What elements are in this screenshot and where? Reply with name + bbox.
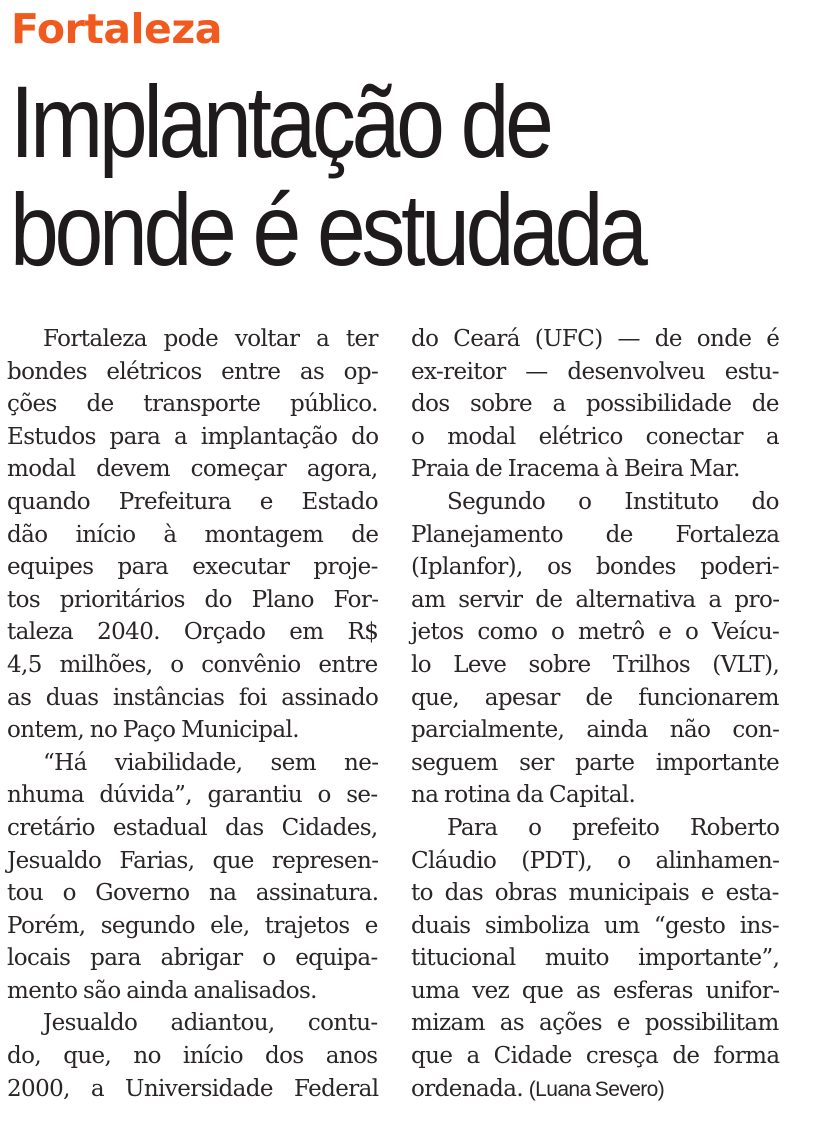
article-line-text: “Há viabilidade, sem ne- — [43, 749, 379, 776]
article-line-text: ontem, no Paço Municipal. — [7, 717, 299, 744]
article-line — [411, 845, 779, 878]
article-line — [411, 486, 779, 519]
article-line — [7, 388, 378, 421]
article-line-text: taleza 2040. Orçado em R$ — [7, 619, 379, 646]
article-line-text: to das obras municipais e esta- — [411, 880, 779, 907]
article-line-text: bondes elétricos entre as op- — [7, 358, 379, 385]
article-line — [7, 779, 378, 812]
article-line — [7, 812, 378, 845]
article-line — [411, 975, 779, 1008]
article-line — [411, 1007, 779, 1040]
article-line-text: Fortaleza pode voltar a ter — [43, 326, 378, 352]
article-line — [411, 519, 779, 552]
article-line-text: mento são ainda analisados. — [7, 977, 317, 1004]
article-line — [411, 388, 779, 421]
article-line-text: modal devem começar agora, — [7, 456, 378, 483]
article-line-text: Jesualdo Farias, que represen- — [7, 847, 379, 874]
article-line — [7, 453, 378, 486]
article-line — [7, 323, 378, 356]
article-line-text: titucional muito importante”, — [411, 945, 780, 972]
article-line-text: ex-reitor — desenvolveu estu- — [411, 358, 779, 385]
article-line-text: dão início à montagem de — [7, 521, 379, 548]
headline — [10, 65, 689, 287]
article-line-text: Segundo o Instituto do — [447, 488, 779, 515]
article-line-text: am servir de alternativa a pro- — [411, 586, 780, 613]
article-line — [7, 682, 378, 715]
article-line-text: Estudos para a implantação do — [7, 423, 379, 450]
article-line-text: Praia de Iracema à Beira Mar. — [411, 456, 740, 483]
article-column-right — [411, 323, 779, 1105]
article-line-text: cretário estadual das Cidades, — [7, 814, 378, 841]
article-line — [411, 747, 779, 780]
article-line-text: jetos como o metrô e o Veícu- — [411, 619, 780, 646]
article-line-text: (Iplanfor), os bondes poderi- — [411, 554, 780, 581]
article-line — [7, 910, 378, 943]
section-label: Fortaleza — [11, 5, 222, 53]
article-line — [7, 551, 378, 584]
article-line — [411, 910, 779, 943]
headline-line-1: Implantação de — [10, 65, 550, 179]
article-line — [7, 421, 378, 454]
article-line-text: uma vez que as esferas unifor- — [411, 977, 780, 1004]
article-line — [7, 1073, 378, 1106]
article-line — [411, 714, 779, 747]
article-line-text: 4,5 milhões, o convênio entre — [7, 651, 378, 678]
article-line — [411, 421, 779, 454]
article-line-text: nhuma dúvida”, garantiu o se- — [7, 782, 378, 809]
article-line — [411, 877, 779, 910]
article-line — [7, 714, 378, 747]
article-line-text: Para o prefeito Roberto — [447, 814, 780, 841]
article-line-text: equipes para executar proje- — [7, 554, 378, 581]
article-line-text: seguem ser parte importante — [411, 749, 780, 776]
article-line-text: parcialmente, ainda não con- — [411, 717, 780, 744]
article-line — [411, 323, 779, 356]
article-line-text: Planejamento de Fortaleza — [411, 521, 780, 548]
article-line — [411, 453, 779, 486]
article-line-text: quando Prefeitura e Estado — [7, 488, 379, 515]
article-line — [411, 551, 779, 584]
article-line-text: as duas instâncias foi assinado — [7, 684, 379, 711]
article-line — [7, 584, 378, 617]
article-line — [411, 1073, 779, 1106]
article-line — [411, 356, 779, 389]
article-line — [411, 779, 779, 812]
article-line — [7, 877, 378, 910]
article-line — [411, 584, 779, 617]
article-line — [411, 1040, 779, 1073]
article-line — [7, 649, 378, 682]
article-line — [411, 812, 779, 845]
article-line — [411, 942, 779, 975]
article-line — [411, 649, 779, 682]
article-line — [7, 486, 378, 519]
article-line-text: mizam as ações e possibilitam — [411, 1010, 779, 1037]
headline-line-2: bonde é estudada — [10, 173, 644, 287]
article-line — [7, 747, 378, 780]
byline: (Luana Severo) — [528, 1077, 665, 1101]
article-line — [411, 616, 779, 649]
article-line — [7, 519, 378, 552]
article-line-text: na rotina da Capital. — [411, 782, 636, 809]
article-line — [7, 975, 378, 1008]
article-column-left — [7, 323, 378, 1105]
article-line-text: tou o Governo na assinatura. — [7, 880, 379, 907]
article-line — [7, 942, 378, 975]
article-line-text: que a Cidade cresça de forma — [411, 1043, 780, 1070]
article-line — [7, 616, 378, 649]
article-line — [7, 1040, 378, 1073]
article-line — [7, 845, 378, 878]
article-line-text: do Ceará (UFC) — de onde é — [411, 326, 780, 352]
article-line-text: locais para abrigar o equipa- — [7, 945, 378, 972]
article-line-text: Jesualdo adiantou, contu- — [43, 1010, 378, 1037]
article-line-text: tos prioritários do Plano For- — [7, 586, 379, 613]
article-line-text: 2000, a Universidade Federal — [7, 1075, 379, 1102]
article-line-text: Cláudio (PDT), o alinhamen- — [411, 847, 780, 874]
article-line-text: ções de transporte público. — [7, 391, 378, 418]
article-line-text: ordenada. — [411, 1075, 524, 1102]
article-line-text: duais simboliza um “gesto ins- — [411, 912, 780, 939]
article-line — [411, 682, 779, 715]
article-line-text: o modal elétrico conectar a — [411, 423, 779, 450]
article-line-text: dos sobre a possibilidade de — [411, 391, 779, 418]
article-line — [7, 1007, 378, 1040]
article-line-text: que, apesar de funcionarem — [411, 684, 779, 711]
article-line-text: Porém, segundo ele, trajetos e — [7, 912, 378, 939]
article-line — [7, 356, 378, 389]
article-line-text: do, que, no início dos anos — [7, 1043, 378, 1070]
article-line-text: lo Leve sobre Trilhos (VLT), — [411, 651, 780, 678]
